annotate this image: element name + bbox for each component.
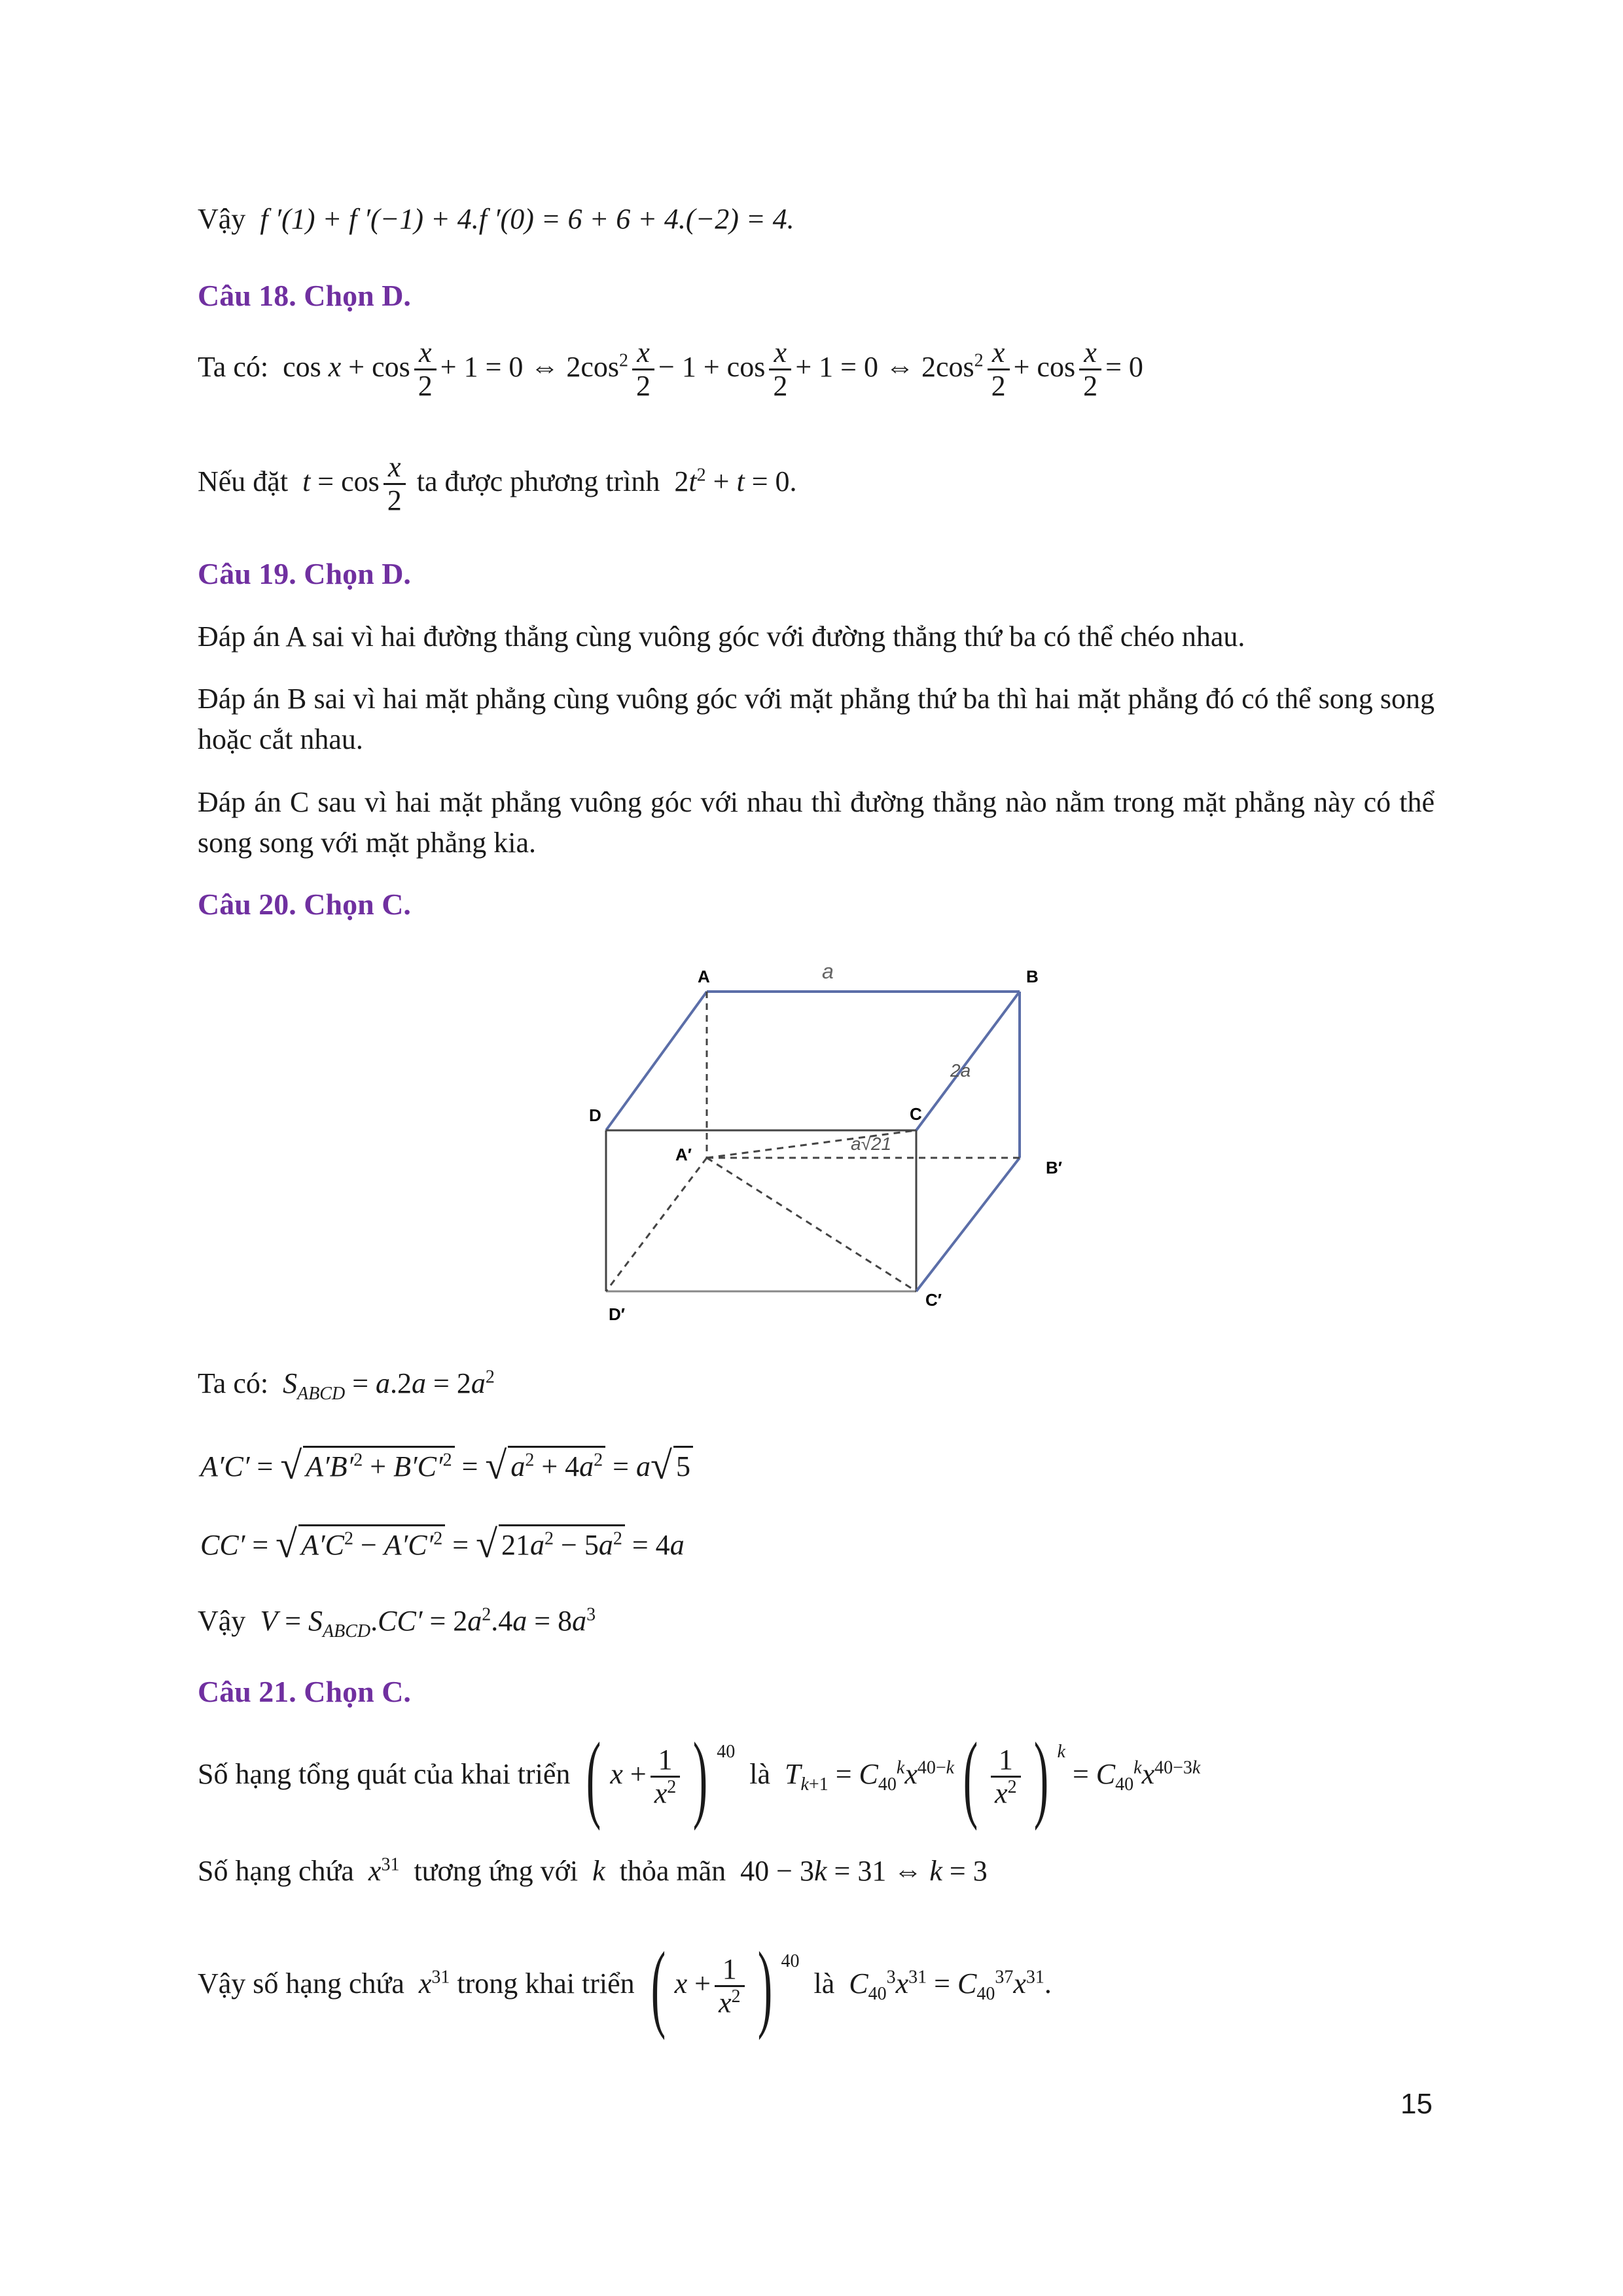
q18-get: ta được phương trình	[416, 465, 660, 497]
q20-heading: Câu 20. Chọn C.	[198, 888, 411, 921]
label-c-prime: C′	[925, 1290, 942, 1310]
box-figure	[569, 952, 1080, 1332]
q20-area	[198, 1365, 495, 1406]
q19-heading: Câu 19. Chọn D.	[198, 557, 411, 590]
q17-expression: f ′(1) + f ′(−1) + 4.f ′(0) = 6 + 6 + 4.(−2) = 4.	[260, 203, 794, 235]
q20-ac-expr: A′C′ = √ $A'B'^2 + B'C'^2$ = √ $a^2 + 4a^2 = a√$ 5	[200, 1450, 693, 1482]
q21-heading: Câu 21. Chọn C.	[198, 1675, 411, 1708]
q21-general-term	[198, 1723, 1201, 1831]
label-d-prime: D′	[609, 1304, 626, 1324]
q20-cc-prime	[200, 1518, 685, 1570]
q21-la-2: là	[813, 1967, 835, 2000]
q21-binomial: ( x + $\frac{1}{x^2}$ ) $^{40}$	[586, 1723, 736, 1831]
label-c: C	[910, 1104, 922, 1124]
label-b: B	[1026, 967, 1039, 986]
q21-l3-mid: trong khai triển	[457, 1967, 635, 2000]
edge-cb-bottom	[916, 1158, 1020, 1291]
diag-ac-bottom	[707, 1158, 916, 1291]
q21-term-expr: $T_{k+1} = C_{40}^kx^{40-k}$( $\frac{1}{x^2}$ ) $^k = C_{40}^kx^{40-3k}$	[784, 1723, 1201, 1831]
q18-expr: cos x + cos $\frac{x}{2}$ + 1 = 0 ⇔ $2\cos^2$ $\frac{x}{2}$ − 1 + cos $\frac{x}{2}$ + 1 = 0 ⇔ $2\cos^2$ $\frac{x}{2}$ + cos $\frac{x}{2}$ = 0	[283, 336, 1143, 403]
q17-conclusion	[198, 200, 794, 238]
q21-k: k	[592, 1855, 605, 1887]
q21-l2-text: Số hạng chứa	[198, 1855, 354, 1887]
q20-area-expr: $S_{ABCD} = a.2a = 2a^2$	[283, 1367, 495, 1404]
q20-vay: Vậy	[198, 1605, 246, 1637]
q21-l3-text: Vậy số hạng chứa	[198, 1967, 404, 2000]
label-d: D	[589, 1105, 601, 1125]
q21-l2-end: thỏa mãn	[619, 1855, 726, 1887]
q18-let: Nếu đặt	[198, 465, 289, 497]
q21-binomial-2: ( x + $\frac{1}{x^2}$ ) $^{40}$	[651, 1932, 800, 2041]
label-edge-2a: 2a	[950, 1060, 971, 1081]
q21-final-expr: $C_{40}^3x^{31} = C_{40}^{37}x^{31}$.	[849, 1967, 1052, 2004]
page-number: 15	[1400, 2088, 1433, 2120]
word-vay: Vậy	[198, 203, 246, 235]
edge-ad-bottom	[606, 1158, 707, 1291]
q21-x31-b: $x^{31}$	[418, 1967, 450, 2000]
q21-l2-mid: tương ứng với	[414, 1855, 579, 1887]
edge-ad	[606, 992, 707, 1130]
q19-paragraph-1: Đáp án A sai vì hai đường thẳng cùng vuông góc với đường thẳng thứ ba có thể chéo nhau.	[198, 620, 1245, 653]
q21-x31-a: $x^{31}$	[368, 1854, 400, 1887]
q18-substitution	[198, 452, 797, 517]
q20-cc-expr: CC′ = √ $A'C^2 - A'C'^2$ = √ $21a^2 - 5a^2 = 4a$	[200, 1522, 685, 1566]
q18-heading: Câu 18. Chọn D.	[198, 279, 411, 312]
q19-paragraph-3: Đáp án C sau vì hai mặt phẳng vuông góc với nhau thì đường thẳng nào nằm trong mặt phẳng này có thể song song với mặt phẳng kia.	[198, 786, 1435, 859]
q18-t-def: t = cos $\frac{x}{2}$	[302, 465, 410, 497]
label-a-prime: A′	[675, 1145, 692, 1164]
label-a: A	[698, 967, 710, 986]
q21-la: là	[749, 1758, 770, 1791]
q20-ac-prime	[200, 1440, 693, 1491]
q18-equation	[198, 337, 1143, 403]
q20-intro: Ta có:	[198, 1367, 269, 1399]
label-diag: a√21	[851, 1134, 892, 1154]
q18-result: $2t^2 + t = 0$.	[674, 465, 797, 497]
q18-intro: Ta có:	[198, 350, 269, 383]
q21-k-eq: 40 − 3k = 31 ⇔ k = 3	[740, 1855, 988, 1887]
q20-volume-expr: $V = S_{ABCD}.CC' = 2a^2.4a = 8a^3$	[260, 1604, 596, 1641]
q21-conclusion	[198, 1932, 1052, 2041]
q21-l1-text: Số hạng tổng quát của khai triển	[198, 1758, 571, 1791]
q20-volume	[198, 1602, 596, 1643]
q19-paragraph-2: Đáp án B sai vì hai mặt phẳng cùng vuông góc với mặt phẳng thứ ba thì hai mặt phẳng đó có thể song song hoặc cắt nhau.	[198, 683, 1435, 755]
label-b-prime: B′	[1046, 1158, 1063, 1177]
label-edge-a: a	[822, 960, 834, 983]
q21-condition	[198, 1852, 988, 1890]
